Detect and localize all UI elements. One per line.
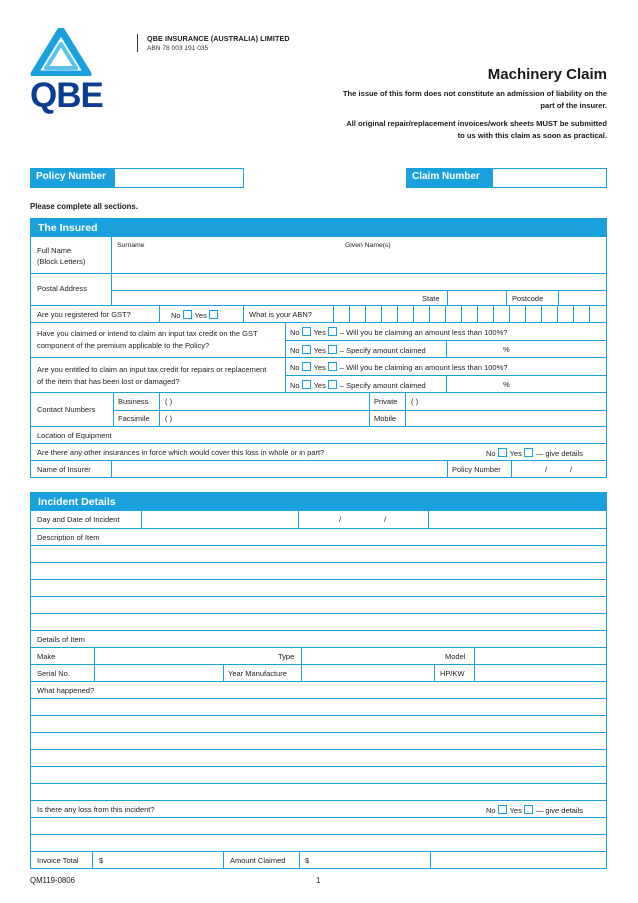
itc-premium-specify-no-checkbox[interactable] [302,345,311,354]
invoice-total-label: Invoice Total [37,856,79,865]
claim-number-field[interactable] [492,168,607,188]
itc-premium-percent: % [503,345,510,354]
postcode-field[interactable] [559,291,607,306]
surname-label: Surname [117,242,145,249]
private-paren: ( ) [411,397,419,406]
policy-number-bar [30,168,244,188]
instruction-text: Please complete all sections. [30,202,138,211]
make-field[interactable] [95,648,265,665]
other-insurances-no-checkbox[interactable] [498,448,507,457]
itc-item-specify-no-checkbox[interactable] [302,380,311,389]
location-field[interactable] [125,427,606,443]
itc-item-less-option: No Yes – Will you be claiming an amount less than 100%? [290,363,508,372]
gst-yes-label: Yes [194,311,207,320]
claim-number-bar [406,168,607,188]
other-insurances-options: No Yes — give details [486,449,583,458]
itc-item-question: Are you entitled to claim an input tax credit for repairs or replacement of the item that has been lost or damaged? [37,365,267,386]
amount-claimed-field[interactable] [300,852,430,869]
company-block [137,34,290,52]
incident-date-slash-1: / [339,515,342,524]
loss-no-checkbox[interactable] [498,805,507,814]
model-label: Model [445,652,466,661]
hp-kw-label: HP/KW [440,669,465,678]
full-name-label: Full Name [37,246,72,255]
full-name-row [31,237,606,273]
gst-yes-checkbox[interactable] [209,310,218,319]
make-row [31,647,606,664]
invoices-note: All original repair/replacement invoices/work sheets MUST be submitted to us with this claim as soon as practical. [346,119,607,140]
incident-date-slash-2: / [384,515,387,524]
postcode-label: Postcode [512,294,544,303]
serial-row [31,664,606,681]
mobile-label: Mobile [374,414,397,423]
description-line[interactable] [31,596,606,613]
description-label-row [31,528,606,545]
loss-details-line[interactable] [31,834,606,851]
insurer-slash-1: / [545,465,548,474]
other-insurances-yes-checkbox[interactable] [524,448,533,457]
insured-heading: The Insured [31,219,606,237]
abn-field[interactable] [334,306,606,322]
description-line[interactable] [31,545,606,562]
itc-premium-less-yes-checkbox[interactable] [328,327,337,336]
what-happened-line[interactable] [31,732,606,749]
loss-row [31,800,606,817]
loss-yes-checkbox[interactable] [524,805,533,814]
serial-label: Serial No. [37,669,70,678]
qbe-emblem-icon [30,28,92,76]
other-insurances-row [31,443,606,460]
what-happened-line[interactable] [31,783,606,800]
what-happened-line[interactable] [31,715,606,732]
business-label: Business [118,397,149,406]
itc-premium-less-option: No Yes – Will you be claiming an amount less than 100%? [290,328,508,337]
model-field[interactable] [475,648,606,665]
incident-date-field[interactable] [299,511,428,528]
location-row [31,426,606,443]
incident-date-label: Day and Date of Incident [37,515,120,524]
itc-premium-row [31,322,606,357]
other-insurances-question: Are there any other insurances in force which would cover this loss in whole or in part? [37,448,325,457]
what-happened-line[interactable] [31,766,606,783]
itc-item-less-yes-checkbox[interactable] [328,362,337,371]
facsimile-label: Facsimile [118,414,150,423]
amount-claimed-label: Amount Claimed [230,856,286,865]
itc-premium-less-no-checkbox[interactable] [302,327,311,336]
abn-question: What is your ABN? [249,310,312,319]
insurer-policy-number-field[interactable] [512,461,606,478]
itc-premium-specify-option: No Yes – Specify amount claimed [290,346,426,355]
description-line[interactable] [31,579,606,596]
itc-premium-specify-yes-checkbox[interactable] [328,345,337,354]
loss-question: Is there any loss from this incident? [37,805,155,814]
what-happened-line[interactable] [31,749,606,766]
insurer-slash-2: / [570,465,573,474]
loss-details-line[interactable] [31,817,606,834]
details-label: Details of Item [37,635,85,644]
gst-row [31,305,606,322]
gst-no-checkbox[interactable] [183,310,192,319]
itc-item-less-no-checkbox[interactable] [302,362,311,371]
form-title: Machinery Claim [487,66,607,83]
facsimile-field[interactable] [160,411,369,427]
contact-numbers-label: Contact Numbers [37,405,96,414]
company-name: QBE INSURANCE (AUSTRALIA) LIMITED [147,34,290,43]
mobile-field[interactable] [406,411,606,427]
serial-field[interactable] [95,665,223,682]
private-phone-field[interactable] [406,393,606,410]
business-phone-field[interactable] [160,393,369,410]
policy-number-field[interactable] [114,168,244,188]
postal-address-row [31,273,606,305]
insured-section [30,218,607,478]
incident-day-field[interactable] [142,511,298,528]
details-label-row [31,630,606,647]
company-abn: ABN 78 003 191 035 [147,45,209,52]
itc-item-specify-option: No Yes – Specify amount claimed [290,381,426,390]
gst-options [171,310,221,320]
postal-address-field[interactable] [112,274,606,290]
full-name-field[interactable] [112,237,606,273]
hp-kw-field[interactable] [475,665,606,682]
amount-dollar: $ [305,856,310,865]
contact-numbers-row [31,392,606,426]
itc-item-amount-field[interactable] [447,376,502,392]
liability-note: The issue of this form does not constitute an admission of liability on the part of the insurer. [342,89,607,110]
state-field[interactable] [448,291,506,306]
form-code: QM119-0806 [30,876,75,885]
invoice-total-field[interactable] [93,852,223,869]
description-line[interactable] [31,562,606,579]
postal-address-label: Postal Address [37,284,88,293]
itc-premium-amount-field[interactable] [447,341,502,357]
loss-options: No Yes — give details [486,806,583,815]
insurer-label: Name of Insurer [37,465,91,474]
incident-heading: Incident Details [31,493,606,511]
itc-item-row [31,357,606,392]
description-label: Description of Item [37,533,100,542]
policy-number-label: Policy Number [30,168,114,188]
insurer-row [31,460,606,477]
invoice-dollar: $ [99,856,104,865]
itc-item-percent: % [503,380,510,389]
incident-date-row [31,511,606,528]
qbe-logo [30,28,103,115]
type-label: Type [278,652,295,661]
year-label: Year Manufacture [228,669,287,678]
itc-item-specify-yes-checkbox[interactable] [328,380,337,389]
facsimile-paren: ( ) [165,414,173,423]
type-field[interactable] [302,648,437,665]
what-happened-label: What happened? [37,686,95,695]
year-field[interactable] [302,665,434,682]
insurer-policy-number-label: Policy Number [452,465,501,474]
insurer-name-field[interactable] [112,461,447,478]
gst-question: Are you registered for GST? [37,310,131,319]
location-label: Location of Equipment [37,431,112,440]
itc-premium-question: Have you claimed or intend to claim an input tax credit on the GST component of the premium applicable to the Policy? [37,329,258,350]
claim-number-label: Claim Number [406,168,492,188]
totals-row [31,851,606,868]
state-label: State [422,294,440,303]
make-label: Make [37,652,56,661]
what-happened-line[interactable] [31,698,606,715]
business-paren: ( ) [165,397,173,406]
incident-section [30,492,607,869]
what-happened-label-row [31,681,606,698]
logo-wordmark: QBE [30,76,103,115]
description-line[interactable] [31,613,606,630]
gst-no-label: No [171,311,181,320]
given-names-label: Given Name(s) [345,242,391,249]
page-number: 1 [316,876,321,885]
private-label: Private [374,397,398,406]
block-letters-label: (Block Letters) [37,257,86,266]
